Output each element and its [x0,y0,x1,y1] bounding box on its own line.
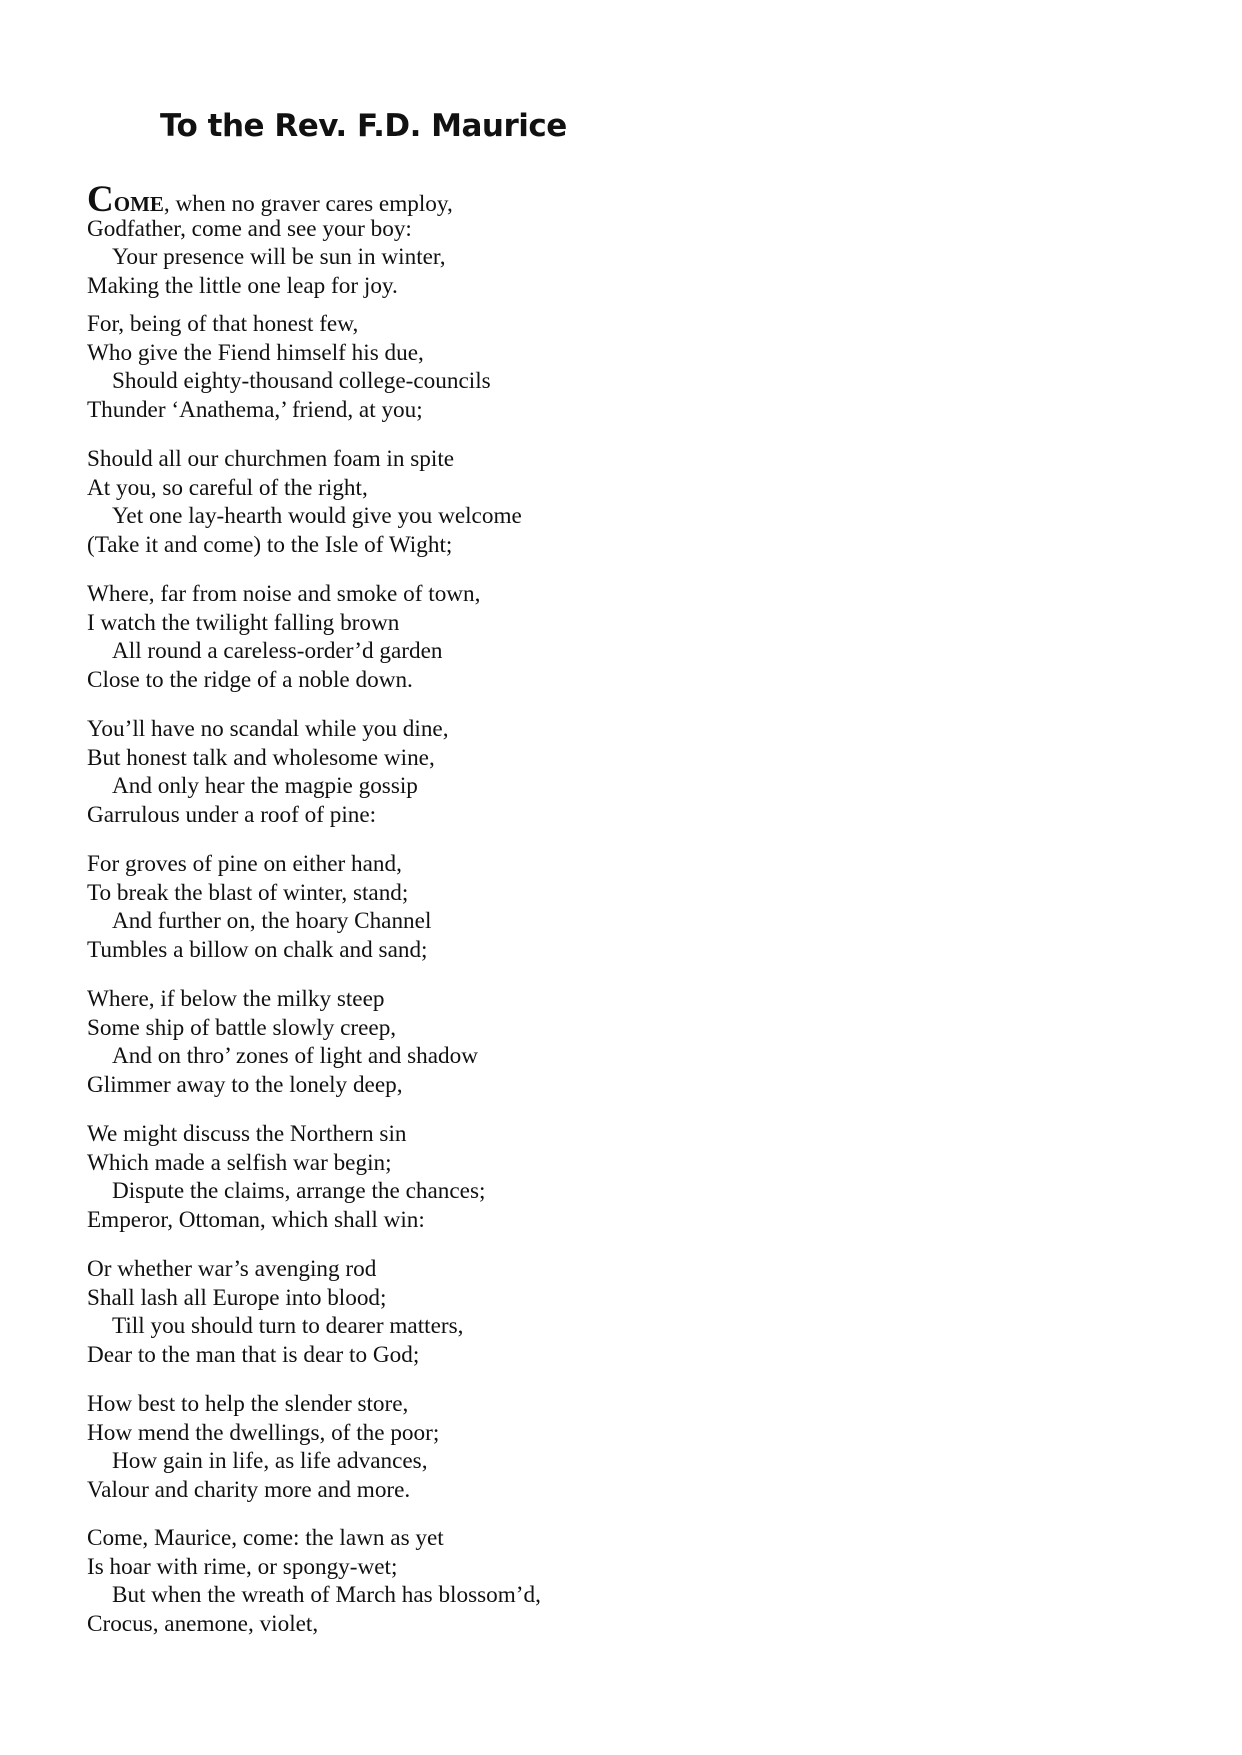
poem-line: For groves of pine on either hand, [87,851,402,877]
poem-line: Crocus, anemone, violet, [87,1610,319,1637]
poem-line: Thunder ‘Anathema,’ friend, at you; [87,396,423,423]
poem-line: Come, Maurice, come: the lawn as yet [87,1525,444,1551]
stanza-7 [87,985,478,1099]
poem-line: Some ship of battle slowly creep, [87,1014,397,1041]
poem-line: Where, far from noise and smoke of town, [87,581,481,607]
poem-line: You’ll have no scandal while you dine, [87,716,449,742]
poem-line-indented: Dispute the claims, arrange the chances; [112,1178,486,1205]
poem-line-indented: All round a careless-order’d garden [112,638,443,665]
poem-line: But honest talk and wholesome wine, [87,744,435,771]
poem-line-indented: And only hear the magpie gossip [112,773,418,800]
poem-title: To the Rev. F.D. Maurice [160,108,567,144]
stanza-9 [87,1255,463,1369]
poem-line-indented: How gain in life, as life advances, [112,1448,428,1475]
poem-line: Is hoar with rime, or spongy-wet; [87,1553,398,1580]
poem-line: To break the blast of winter, stand; [87,879,409,906]
poem-line: Tumbles a billow on chalk and sand; [87,936,428,963]
poem-line: Close to the ridge of a noble down. [87,666,413,693]
poem-line: For, being of that honest few, [87,311,359,337]
drop-cap-initial: C [87,179,114,220]
stanza-3 [87,445,522,559]
poem-line: Or whether war’s avenging rod [87,1256,377,1282]
poem-line-indented: Should eighty-thousand college-councils [112,368,491,395]
poem-line-indented: Yet one lay-hearth would give you welcome [112,503,522,530]
poem-line: Where, if below the milky steep [87,986,385,1012]
stanza-5 [87,715,449,829]
poem-line: I watch the twilight falling brown [87,609,400,636]
stanza-2 [87,310,491,424]
poem-line: Godfather, come and see your boy: [87,215,412,242]
stanza-4 [87,580,480,694]
poem-line: Valour and charity more and more. [87,1476,411,1503]
poem-line: Glimmer away to the lonely deep, [87,1071,403,1098]
poem-line: Who give the Fiend himself his due, [87,339,424,366]
poem-line: Garrulous under a roof of pine: [87,801,377,828]
poem-line-indented: And on thro’ zones of light and shadow [112,1043,478,1070]
first-word-rest: OME [113,192,164,216]
stanza-11 [87,1524,541,1638]
poem-line [87,179,453,220]
stanza-6 [87,850,431,964]
poem-line-indented: Your presence will be sun in winter, [112,244,446,271]
poem-line: At you, so careful of the right, [87,474,368,501]
poem-line: Dear to the man that is dear to God; [87,1341,420,1368]
poem-line: We might discuss the Northern sin [87,1121,407,1147]
poem-line: Making the little one leap for joy. [87,272,398,299]
poem-line-indented: But when the wreath of March has blossom’d, [112,1582,541,1609]
poem-line-indented: And further on, the hoary Channel [112,908,432,935]
poem-line: Should all our churchmen foam in spite [87,446,455,472]
stanza-1 [87,179,453,300]
poem-line-indented: Till you should turn to dearer matters, [112,1313,464,1340]
poem-line: Emperor, Ottoman, which shall win: [87,1206,425,1233]
poem-line: (Take it and come) to the Isle of Wight; [87,531,453,558]
poem-line: Which made a selfish war begin; [87,1149,392,1176]
poem-line-text: , when no graver cares employ, [163,191,453,217]
poem-line: How mend the dwellings, of the poor; [87,1419,440,1446]
poem-line: Shall lash all Europe into blood; [87,1284,387,1311]
stanza-10 [87,1390,439,1504]
poem-line: How best to help the slender store, [87,1391,409,1417]
stanza-8 [87,1120,485,1234]
